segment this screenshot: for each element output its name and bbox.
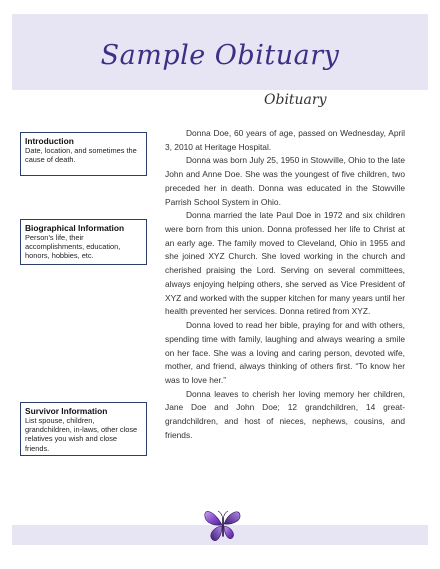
biographical-title: Biographical Information — [25, 223, 125, 233]
paragraph-biography: Donna married the late Paul Doe in 1972 and six children were born from this union. Donna professed her life to Christ at an early age. The family moved to Cleveland, Ohio in 1955 and she joined XYZ Church. She loved working in the church and cherished praising the Lord. Serving on several committees, always enjoying helping others, she served as Vice President of XYZ and worked with the supper kitchen for many years until her health prevented her services. Donna retired from XYZ. — [165, 210, 405, 317]
paragraph-introduction: Donna Doe, 60 years of age, passed on Wednesday, April 3, 2010 at Heritage Hospital. — [165, 128, 405, 152]
introduction-callout — [20, 132, 147, 176]
biographical-text: Person’s life, their accomplishments, education, honors, hobbies, etc. — [25, 233, 121, 261]
survivor-text: List spouse, children, grandchildren, in-laws, other close relatives you wish and close friends. — [25, 416, 138, 453]
introduction-text: Date, location, and sometimes the cause of death. — [25, 146, 137, 165]
survivor-title: Survivor Information — [25, 406, 108, 416]
paragraph-personality: Donna loved to read her bible, praying for and with others, spending time with family, laughing and always wearing a smile on her face. She was a loving and caring person, devoted wife, mother, and friend, always thinking of others first. “To know her was to love her.” — [165, 320, 405, 385]
butterfly-icon — [201, 503, 245, 547]
survivor-callout — [20, 402, 147, 456]
paragraph-birth: Donna was born July 25, 1950 in Stowville, Ohio to the late John and Anne Doe. She was the youngest of five children, two preceded her in death. Donna was educated in the Stowville Parrish School System in Ohio. — [165, 155, 405, 207]
paragraph-survivors: Donna leaves to cherish her loving memory her children, Jane Doe and John Doe; 12 grandchildren, 14 great-grandchildren, and host of nieces, nephews, cousins, and friends. — [165, 388, 405, 440]
page-title: Sample Obituary — [100, 40, 340, 71]
biographical-callout — [20, 219, 147, 265]
obituary-body — [165, 127, 405, 443]
section-subtitle: Obituary — [264, 92, 327, 108]
introduction-title: Introduction — [25, 136, 74, 146]
